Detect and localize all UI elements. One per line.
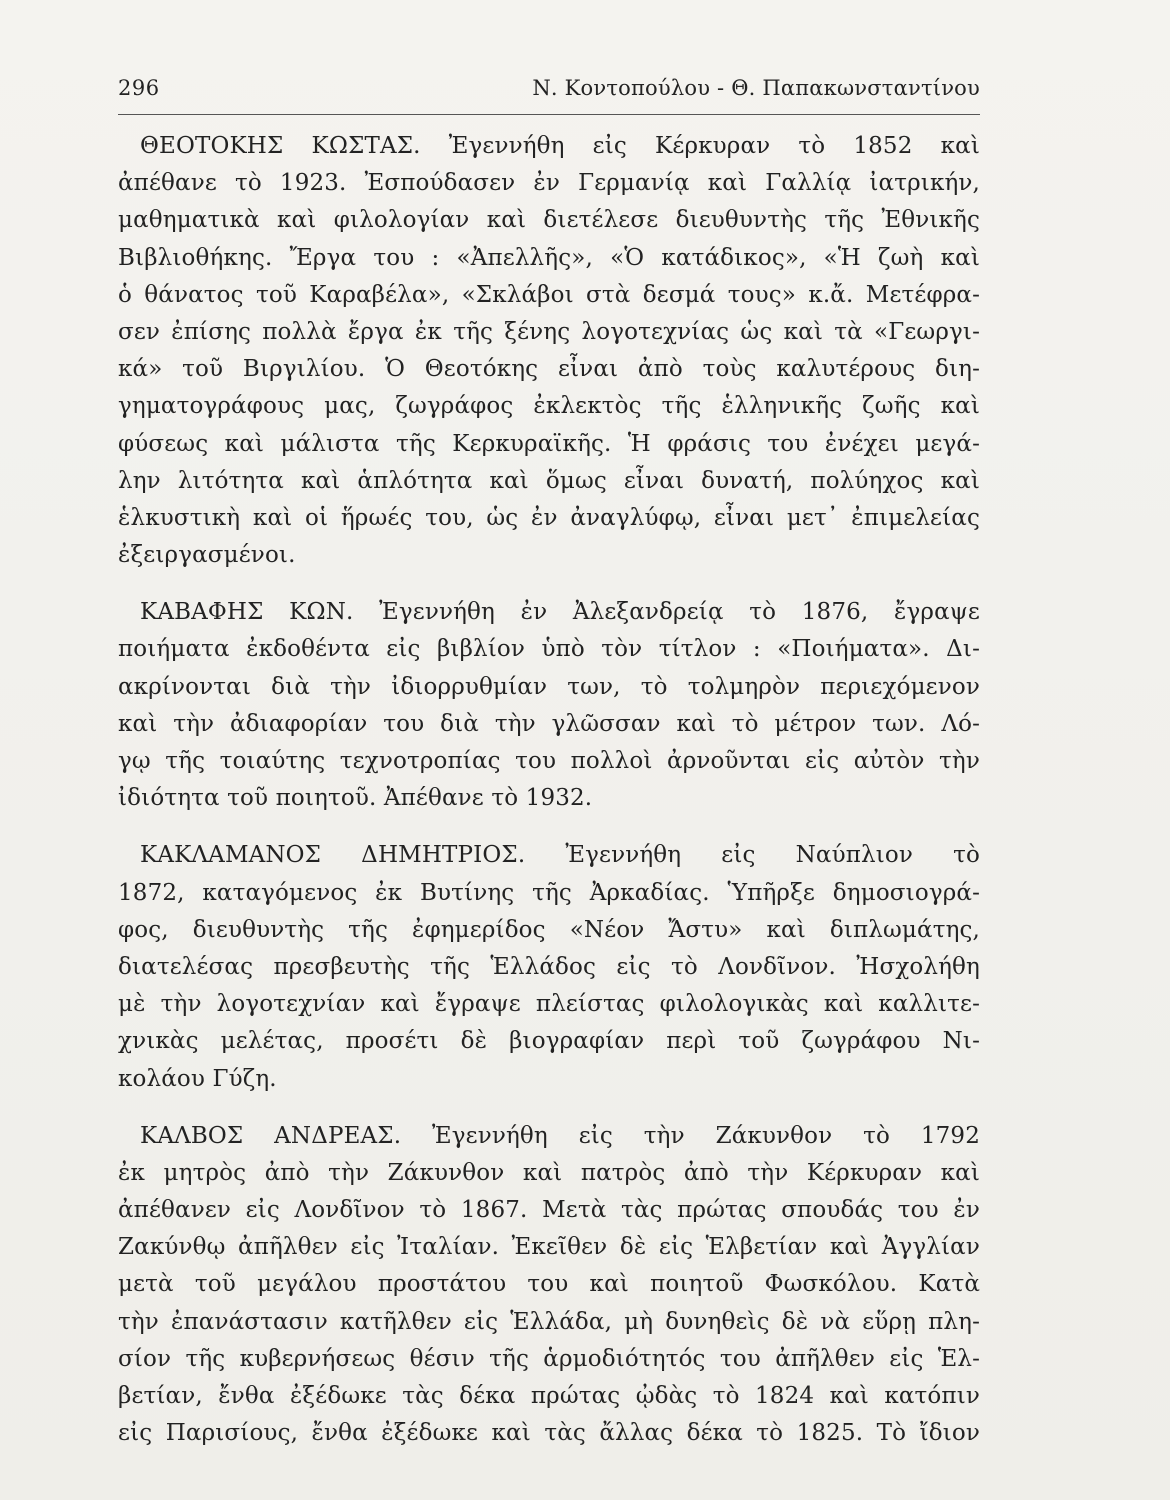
text-line: Βιβλιοθήκης. Ἔργα του : «Ἀπελλῆς», «Ὁ κατάδικος», «Ἡ ζωὴ καὶ: [118, 244, 980, 271]
page-body: [118, 128, 980, 1472]
text-line: γῳ τῆς τοιαύτης τεχνοτροπίας του πολλοὶ ἀρνοῦνται εἰς αὐτὸν τὴν: [118, 748, 980, 774]
page-header: [118, 76, 980, 116]
text-line: ἀπέθανε τὸ 1923. Ἐσπούδασεν ἐν Γερμανίᾳ καὶ Γαλλίᾳ ἰατρικήν,: [118, 170, 980, 197]
entry-theotokis: [118, 128, 980, 574]
text-line: μαθηματικὰ καὶ φιλολογίαν καὶ διετέλεσε διευθυντὴς τῆς Ἐθνικῆς: [118, 207, 980, 234]
text-line: ΘΕΟΤΟΚΗΣ ΚΩΣΤΑΣ. Ἐγεννήθη εἰς Κέρκυραν τὸ 1852 καὶ: [140, 133, 980, 159]
text-line: ἀπέθανεν εἰς Λονδῖνον τὸ 1867. Μετὰ τὰς πρώτας σπουδάς του ἐν: [118, 1197, 980, 1224]
text-line: ΚΑΒΑΦΗΣ ΚΩΝ. Ἐγεννήθη ἐν Ἀλεξανδρείᾳ τὸ 1876, ἔγραψε: [140, 599, 980, 626]
text-line: 1872, καταγόμενος ἐκ Βυτίνης τῆς Ἀρκαδίας. Ὑπῆρξε δημοσιογρά-: [118, 879, 980, 906]
text-line: μὲ τὴν λογοτεχνίαν καὶ ἔγραψε πλείστας φιλολογικὰς καὶ καλλιτε-: [118, 991, 980, 1018]
text-line: φύσεως καὶ μάλιστα τῆς Κερκυραϊκῆς. Ἡ φράσις του ἐνέχει μεγά-: [118, 430, 980, 457]
entry-kalvos: [118, 1118, 980, 1453]
text-line: ποιήματα ἐκδοθέντα εἰς βιβλίον ὑπὸ τὸν τίτλον : «Ποιήματα». Δι-: [118, 636, 980, 663]
text-line: τὴν ἐπανάστασιν κατῆλθεν εἰς Ἑλλάδα, μὴ δυνηθεὶς δὲ νὰ εὕρῃ πλη-: [118, 1308, 980, 1335]
text-line: ἐκ μητρὸς ἀπὸ τὴν Ζάκυνθον καὶ πατρὸς ἀπὸ τὴν Κέρκυραν καὶ: [118, 1159, 980, 1186]
text-line: ΚΑΚΛΑΜΑΝΟΣ ΔΗΜΗΤΡΙΟΣ. Ἐγεννήθη εἰς Ναύπλιον τὸ: [140, 842, 980, 869]
text-line: διατελέσας πρεσβευτὴς τῆς Ἑλλάδος εἰς τὸ Λονδῖνον. Ἠσχολήθη: [118, 953, 980, 980]
text-line: γηματογράφους μας, ζωγράφος ἐκλεκτὸς τῆς ἑλληνικῆς ζωῆς καὶ: [118, 393, 980, 420]
text-line: κολάου Γύζη.: [118, 1065, 277, 1092]
page-number: 296: [118, 76, 160, 100]
text-line: μετὰ τοῦ μεγάλου προστάτου του καὶ ποιητοῦ Φωσκόλου. Κατὰ: [118, 1271, 980, 1298]
text-line: λην λιτότητα καὶ ἁπλότητα καὶ ὅμως εἶναι δυνατή, πολύηχος καὶ: [118, 467, 980, 494]
text-line: βετίαν, ἔνθα ἐξέδωκε τὰς δέκα πρώτας ᾠδὰς τὸ 1824 καὶ κατόπιν: [118, 1383, 980, 1409]
text-line: Ζακύνθῳ ἀπῆλθεν εἰς Ἰταλίαν. Ἐκεῖθεν δὲ εἰς Ἑλβετίαν καὶ Ἀγγλίαν: [118, 1234, 980, 1261]
text-line: ακρίνονται διὰ τὴν ἰδιορρυθμίαν των, τὸ τολμηρὸν περιεχόμενον: [118, 673, 980, 700]
entry-kaklamanos: [118, 837, 980, 1097]
text-line: ἰδιότητα τοῦ ποιητοῦ. Ἀπέθανε τὸ 1932.: [118, 785, 593, 812]
entry-kavafis: [118, 594, 980, 817]
text-line: ἑλκυστικὴ καὶ οἱ ἥρωές του, ὡς ἐν ἀναγλύφῳ, εἶναι μετ᾽ ἐπιμελείας: [118, 504, 980, 531]
text-line: σεν ἐπίσης πολλὰ ἔργα ἐκ τῆς ξένης λογοτεχνίας ὡς καὶ τὰ «Γεωργι-: [118, 318, 980, 345]
text-line: φος, διευθυντὴς τῆς ἐφημερίδος «Νέον Ἄστυ» καὶ διπλωμάτης,: [118, 916, 980, 943]
text-line: εἰς Παρισίους, ἔνθα ἐξέδωκε καὶ τὰς ἄλλας δέκα τὸ 1825. Τὸ ἴδιον: [118, 1420, 980, 1447]
header-rule: [118, 114, 980, 115]
text-line: ἐξειργασμένοι.: [118, 542, 296, 569]
text-line: σίον τῆς κυβερνήσεως θέσιν τῆς ἁρμοδιότητός του ἀπῆλθεν εἰς Ἑλ-: [118, 1345, 980, 1372]
text-line: ὁ θάνατος τοῦ Καραβέλα», «Σκλάβοι στὰ δεσμά τους» κ.ἄ. Μετέφρα-: [118, 281, 980, 308]
text-line: χνικὰς μελέτας, προσέτι δὲ βιογραφίαν περὶ τοῦ ζωγράφου Νι-: [118, 1028, 980, 1055]
text-line: κά» τοῦ Βιργιλίου. Ὁ Θεοτόκης εἶναι ἀπὸ τοὺς καλυτέρους διη-: [118, 356, 980, 383]
running-head: Ν. Κοντοπούλου - Θ. Παπακωνσταντίνου: [532, 76, 980, 100]
text-line: ΚΑΛΒΟΣ ΑΝΔΡΕΑΣ. Ἐγεννήθη εἰς τὴν Ζάκυνθον τὸ 1792: [140, 1122, 980, 1149]
text-line: καὶ τὴν ἀδιαφορίαν του διὰ τὴν γλῶσσαν καὶ τὸ μέτρον των. Λό-: [118, 710, 980, 737]
